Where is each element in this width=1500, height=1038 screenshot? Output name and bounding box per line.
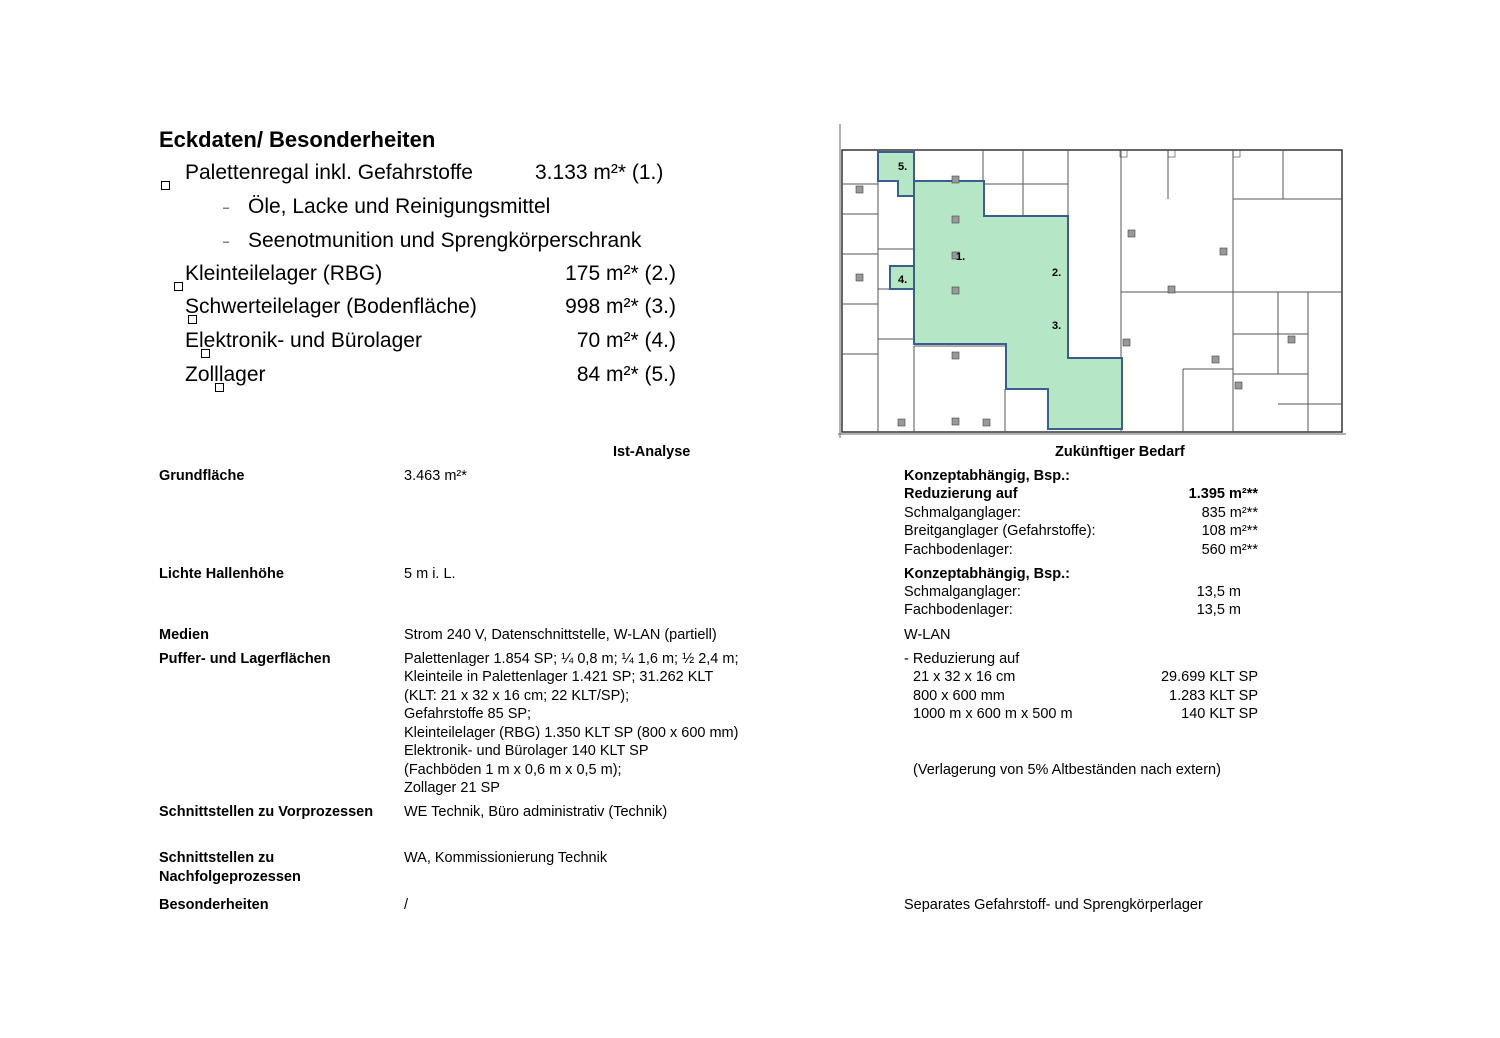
future-key: 21 x 32 x 16 cm [913, 669, 1016, 685]
future-value: 13,5 m [1196, 584, 1241, 600]
list-subitem-label: Öle, Lacke und Reinigungsmittel [248, 195, 551, 218]
ist-value: WE Technik, Büro administrativ (Technik) [404, 804, 668, 820]
row-label: Besonderheiten [159, 897, 269, 913]
floor-plan [838, 124, 1346, 438]
ist-line: Kleinteilelager (RBG) 1.350 KLT SP (800 x 600 mm) [404, 725, 739, 741]
row-label: Medien [159, 627, 209, 643]
future-value: 140 KLT SP [1181, 706, 1258, 722]
future-head: Konzeptabhängig, Bsp.: [904, 566, 1070, 582]
future-key: Fachbodenlager: [904, 542, 1013, 558]
row-label: Puffer- und Lagerflächen [159, 651, 331, 667]
list-item-value: 84 m²* (5.) [576, 363, 676, 386]
future-key: Breitganglager (Gefahrstoffe): [904, 523, 1096, 539]
list-item-value: 3.133 m²* (1.) [535, 161, 664, 184]
future-key: Fachbodenlager: [904, 602, 1013, 618]
zone-1-palettenregal [914, 181, 1122, 429]
row-label: Nachfolgeprozessen [159, 869, 301, 885]
row-label: Schnittstellen zu [159, 850, 275, 866]
future-value: 108 m²** [1201, 523, 1258, 539]
ist-value: WA, Kommissionierung Technik [404, 850, 608, 866]
ist-value: Strom 240 V, Datenschnittstelle, W-LAN (partiell) [404, 627, 717, 643]
list-item-value: 998 m²* (3.) [565, 295, 676, 318]
column-header-future: Zukünftiger Bedarf [1055, 444, 1185, 460]
ist-line: Kleinteile in Palettenlager 1.421 SP; 31.262 KLT [404, 669, 714, 685]
future-key: Reduzierung auf [904, 486, 1018, 502]
future-value: 835 m²** [1201, 505, 1258, 521]
list-item-value: 70 m²* (4.) [576, 329, 676, 352]
future-note: (Verlagerung von 5% Altbeständen nach extern) [913, 762, 1221, 778]
row-label: Grundfläche [159, 468, 245, 484]
zone-label: 1. [956, 251, 966, 263]
future-key: 800 x 600 mm [913, 688, 1005, 704]
future-value: 1.395 m²** [1188, 486, 1258, 502]
storage-zones [878, 152, 1122, 429]
ist-value: 3.463 m²* [404, 468, 467, 484]
future-key: Schmalganglager: [904, 505, 1021, 521]
zone-label: 5. [898, 161, 908, 173]
list-subitem-label: Seenotmunition und Sprengkörperschrank [248, 229, 642, 252]
future-head: Konzeptabhängig, Bsp.: [904, 468, 1070, 484]
list-item-label: Schwerteilelager (Bodenfläche) [185, 295, 477, 318]
ist-line: Palettenlager 1.854 SP; ¼ 0,8 m; ¼ 1,6 m; ½ 2,4 m; [404, 651, 739, 667]
future-value: Separates Gefahrstoff- und Sprengkörperlager [904, 897, 1203, 913]
ist-value: 5 m i. L. [404, 566, 456, 582]
ist-line: Elektronik- und Bürolager 140 KLT SP [404, 743, 649, 759]
future-value: 13,5 m [1196, 602, 1241, 618]
ist-value: / [404, 897, 409, 913]
zone-label: 4. [898, 274, 908, 286]
future-value: 29.699 KLT SP [1160, 669, 1258, 685]
checkbox-bullet-icon [161, 181, 170, 190]
list-item-label: Kleinteilelager (RBG) [185, 262, 383, 285]
list-item-label: Palettenregal inkl. Gefahrstoffe [185, 161, 473, 184]
ist-line: Zollager 21 SP [404, 780, 500, 796]
future-value: W-LAN [904, 627, 951, 643]
zone-label: 2. [1052, 267, 1062, 279]
list-item-label: Zolllager [185, 363, 266, 386]
ist-line: (Fachböden 1 m x 0,6 m x 0,5 m); [404, 762, 622, 778]
list-item-value: 175 m²* (2.) [565, 262, 676, 285]
zone-label: 3. [1052, 320, 1062, 332]
list-item-label: Elektronik- und Bürolager [185, 329, 422, 352]
dash-bullet-icon: – [223, 202, 230, 214]
ist-line: (KLT: 21 x 32 x 16 cm; 22 KLT/SP); [404, 688, 630, 704]
future-value: 1.283 KLT SP [1169, 688, 1258, 704]
future-key: Schmalganglager: [904, 584, 1021, 600]
column-header-ist: Ist-Analyse [613, 444, 691, 460]
row-label: Schnittstellen zu Vorprozessen [159, 804, 374, 820]
zone-5-zolllager [878, 152, 914, 196]
ist-line: Gefahrstoffe 85 SP; [404, 706, 532, 722]
future-head: - Reduzierung auf [904, 651, 1020, 667]
dash-bullet-icon: – [223, 236, 230, 248]
page-title: Eckdaten/ Besonderheiten [159, 127, 436, 152]
checkbox-bullet-icon [174, 282, 183, 291]
future-key: 1000 m x 600 m x 500 m [913, 706, 1073, 722]
row-label: Lichte Hallenhöhe [159, 566, 284, 582]
future-value: 560 m²** [1201, 542, 1258, 558]
